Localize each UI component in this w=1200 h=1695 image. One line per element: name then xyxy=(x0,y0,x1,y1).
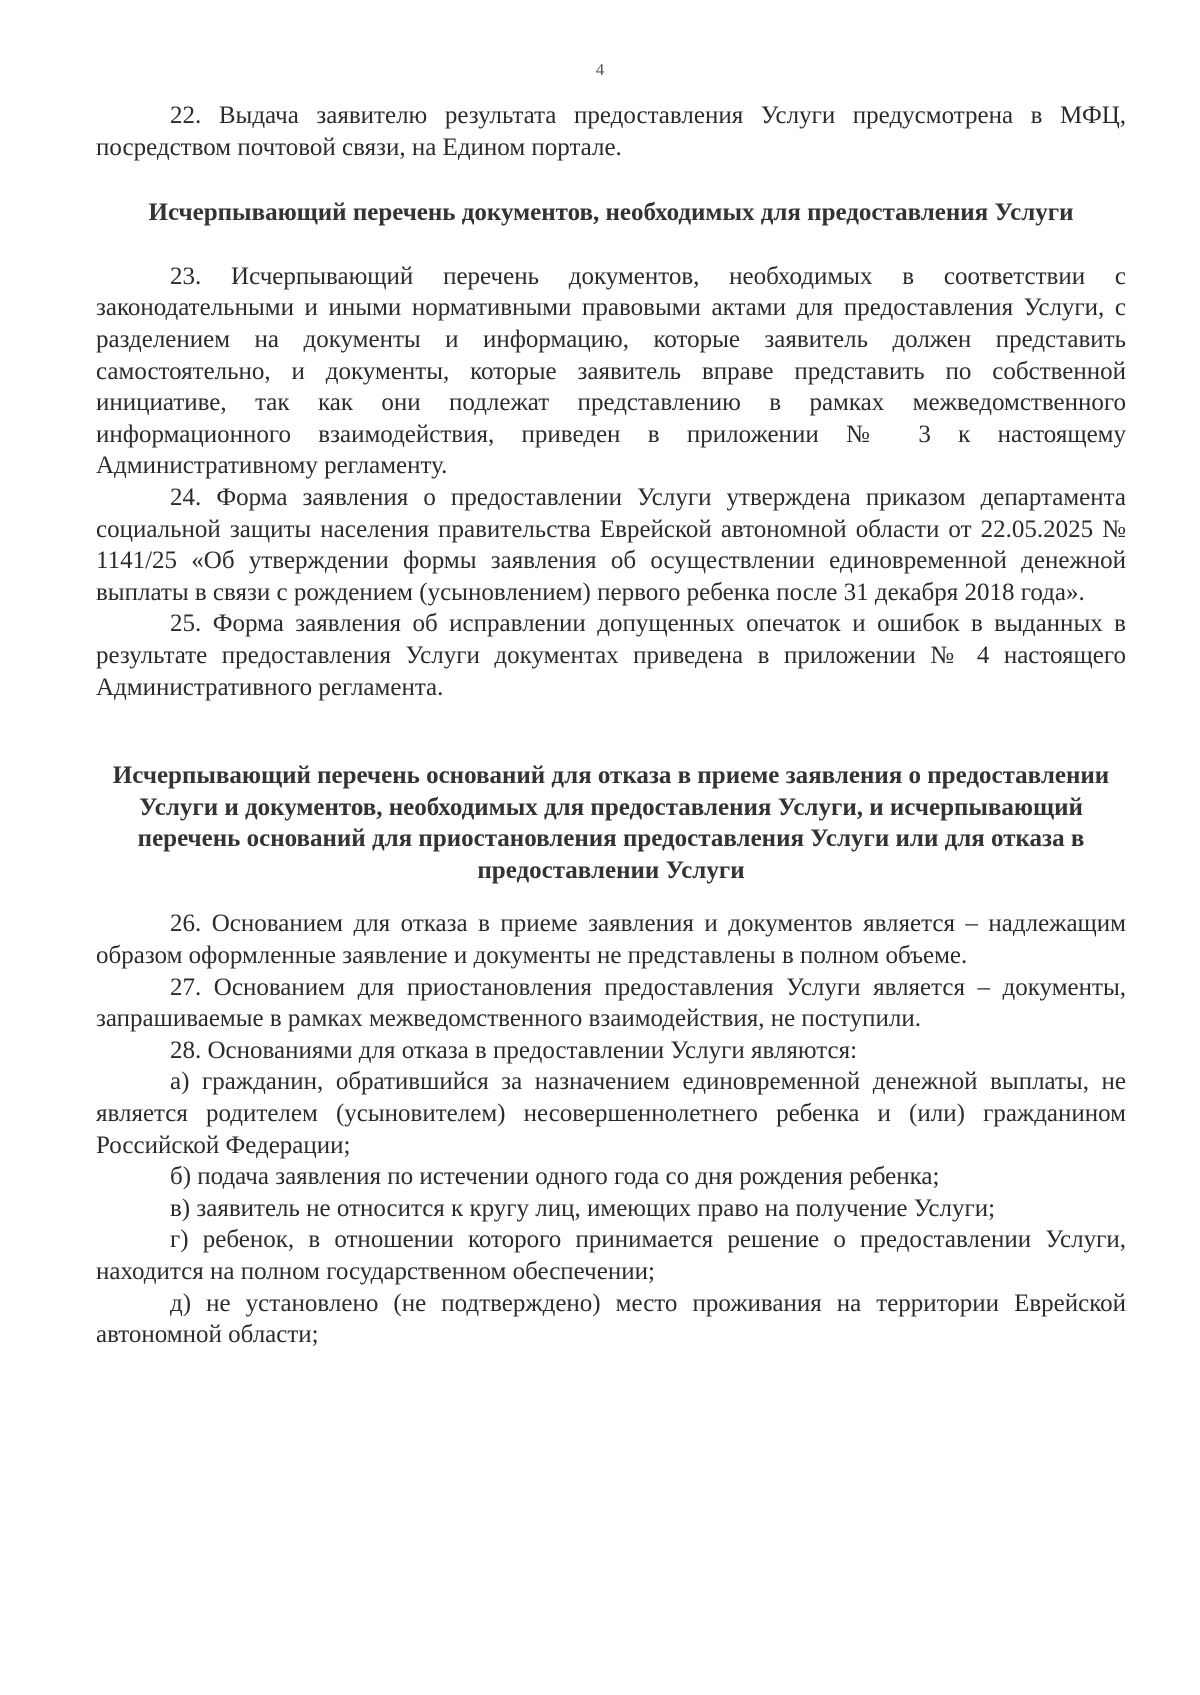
paragraph-25: 25. Форма заявления об исправлении допущенных опечаток и ошибок в выданных в результате предоставления Услуги документах приведена в приложении № 4 настоящего Административного регламента. xyxy=(96,610,1126,701)
paragraph-24: 24. Форма заявления о предоставлении Услуги утверждена приказом департамента социальной защиты населения правительства Еврейской автономной области от 22.05.2025 № 1141/25 «Об утверждении формы заявления об осуществлении единовременной денежной выплаты в связи с рождением (усыновлением) первого ребенка после 31 декабря 2018 года». xyxy=(96,483,1126,606)
list-item-28a: а) гражданин, обратившийся за назначением единовременной денежной выплаты, не является родителем (усыновителем) несовершеннолетнего ребенка и (или) гражданином Российской Федерации; xyxy=(96,1068,1126,1159)
list-item-28b: б) подача заявления по истечении одного года со дня рождения ребенка; xyxy=(170,1163,940,1191)
paragraph-22: 22. Выдача заявителю результата предоставления Услуги предусмотрена в МФЦ, посредством почтовой связи, на Едином портале. xyxy=(96,102,1126,161)
page-number: 4 xyxy=(595,60,605,79)
paragraph-27: 27. Основанием для приостановления предоставления Услуги является – документы, запрашиваемые в рамках межведомственного взаимодействия, не поступили. xyxy=(96,973,1126,1033)
list-item-28v: в) заявитель не относится к кругу лиц, имеющих право на получение Услуги; xyxy=(170,1194,996,1222)
list-item-28g: г) ребенок, в отношении которого принимается решение о предоставлении Услуги, находится на полном государственном обеспечении; xyxy=(96,1226,1126,1285)
document-body xyxy=(96,100,1126,1351)
paragraph-26: 26. Основанием для отказа в приеме заявления и документов является – надлежащим образом оформленные заявление и документы не представлены в полном объеме. xyxy=(96,910,1126,970)
paragraph-23: 23. Исчерпывающий перечень документов, необходимых в соответствии с законодательными и иными нормативными правовыми актами для предоставления Услуги, с разделением на документы и информацию, которые заявитель должен представить самостоятельно, и документы, которые заявитель вправе представить по собственной инициативе, так как они подлежат представлению в рамках межведомственного информационного взаимодействия, приведен в приложении № 3 к настоящему Административному регламенту. xyxy=(96,262,1126,480)
section-heading-documents: Исчерпывающий перечень документов, необходимых для предоставления Услуги xyxy=(148,199,1074,227)
paragraph-28: 28. Основаниями для отказа в предоставлении Услуги являются: xyxy=(170,1036,858,1064)
list-item-28d: д) не установлено (не подтверждено) место проживания на территории Еврейской автономной области; xyxy=(96,1289,1126,1349)
section-heading-refusal-grounds: Исчерпывающий перечень оснований для отказа в приеме заявления о предоставлении Услуги и документов, необходимых для предоставления Услуги, и исчерпывающий перечень оснований для приостановления предоставления Услуги или для отказа в предоставлении Услуги xyxy=(112,762,1110,884)
